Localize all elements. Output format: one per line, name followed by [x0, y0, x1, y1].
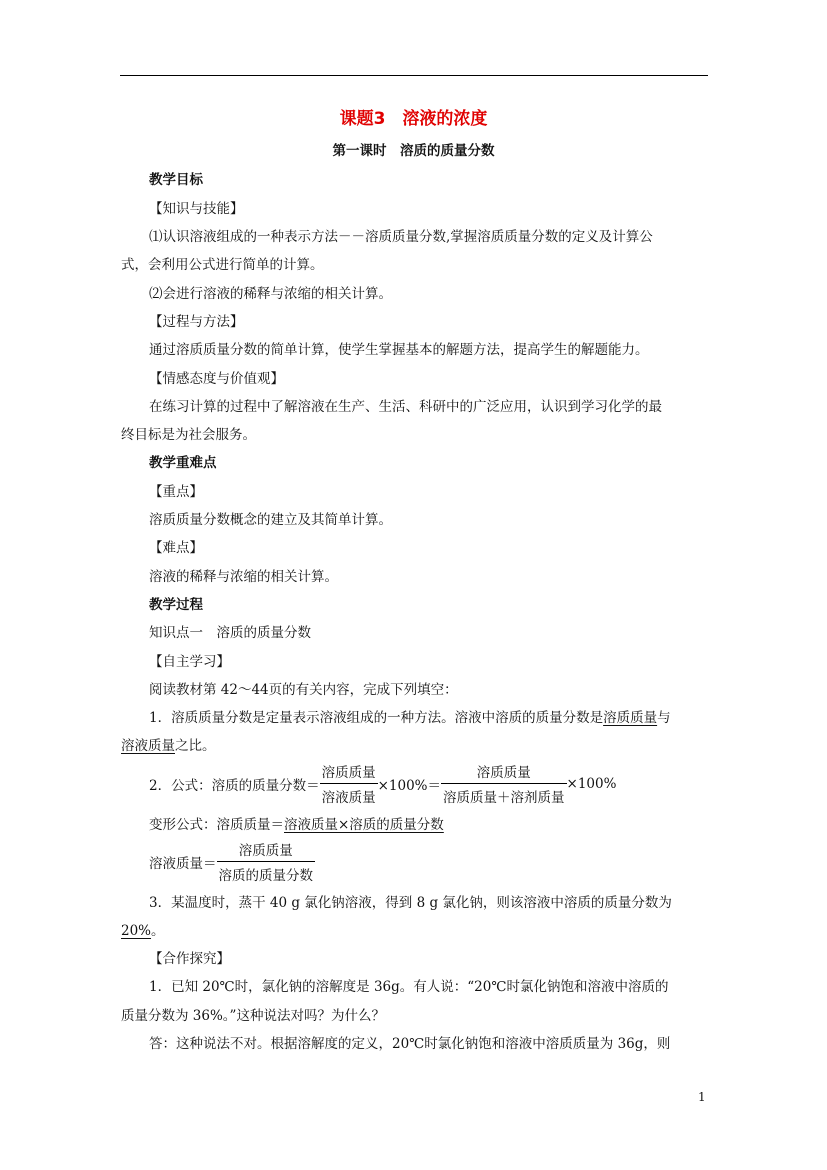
formula-fraction-2-numerator: 溶质质量	[476, 765, 531, 781]
cooperation-heading: 【合作探究】	[149, 951, 230, 967]
lesson-subtitle: 第一课时 溶质的质量分数	[332, 143, 495, 159]
question-1-end: 之比。	[175, 738, 216, 754]
attitude-text-line1: 在练习计算的过程中了解溶液在生产、生活、科研中的广泛应用，认识到学习化学的最	[149, 399, 662, 415]
variant-formula-1	[149, 813, 444, 833]
variant-formula-2-prefix: 溶液质量＝	[149, 855, 217, 872]
hard-text: 溶液的稀释与浓缩的相关计算。	[149, 569, 338, 585]
question-1-line1	[149, 706, 671, 726]
question-3-end: 。	[151, 923, 165, 939]
question-1-line2	[121, 734, 216, 754]
formula-fraction-1-denominator: 溶液质量	[320, 783, 378, 806]
cooperation-answer: 答：这种说法不对。根据溶解度的定义，20℃时氯化钠饱和溶液中溶质质量为 36g，则	[149, 1036, 671, 1052]
goals-heading: 教学目标	[149, 172, 203, 188]
question-1-answer-2: 溶液质量	[121, 738, 175, 754]
question-1-answer-1: 溶质质量	[603, 710, 658, 726]
page-number: 1	[698, 1090, 706, 1104]
variant-formula-2-fraction	[217, 839, 316, 884]
attitude-heading: 【情感态度与价值观】	[149, 371, 284, 387]
cooperation-question-line2: 质量分数为 36%。”这种说法对吗？为什么？	[121, 1008, 385, 1024]
header-rule	[120, 75, 708, 76]
knowledge-item-1-line1: ⑴认识溶液组成的一种表示方法－－溶质质量分数,掌握溶质质量分数的定义及计算公	[149, 229, 653, 245]
formula-middle: ×100%＝	[377, 777, 442, 794]
question-3-line2	[121, 919, 165, 939]
lesson-title: 课题3 溶液的浓度	[339, 109, 488, 129]
question-1-text: 1．溶质质量分数是定量表示溶液组成的一种方法。溶液中溶质的质量分数是	[149, 710, 604, 726]
question-1-connector: 与	[657, 710, 671, 726]
keypoints-heading: 教学重难点	[149, 455, 217, 471]
process-heading: 教学过程	[149, 597, 203, 613]
question-3-line1: 3．某温度时，蒸干 40 g 氯化钠溶液，得到 8 g 氯化钠，则该溶液中溶质的质量分数为	[149, 895, 672, 911]
variant-formula-2	[149, 839, 315, 884]
formula-fraction-2-denominator: 溶质质量＋溶剂质量	[441, 783, 567, 806]
cooperation-question-line1: 1．已知 20℃时，氯化钠的溶解度是 36g。有人说：“20℃时氯化钠饱和溶液中溶质的	[149, 979, 669, 995]
formula-fraction-1	[320, 761, 378, 806]
question-3-answer: 20%	[121, 923, 152, 939]
reading-instruction: 阅读教材第 42～44页的有关内容，完成下列填空：	[149, 682, 458, 698]
key-heading: 【重点】	[149, 484, 203, 500]
self-study-heading: 【自主学习】	[149, 654, 230, 670]
formula-fraction-1-numerator: 溶质质量	[321, 765, 376, 781]
knowledge-item-1-line2: 式，会利用公式进行简单的计算。	[121, 257, 324, 273]
formula-prefix: 2．公式：溶质的质量分数＝	[149, 777, 320, 794]
knowledge-heading: 【知识与技能】	[149, 201, 244, 217]
formula-suffix: ×100%	[566, 775, 617, 792]
process-method-text: 通过溶质质量分数的简单计算，使学生掌握基本的解题方法，提高学生的解题能力。	[149, 342, 649, 358]
knowledge-item-2: ⑵会进行溶液的稀释与浓缩的相关计算。	[149, 286, 392, 302]
variant-formula-1-answer: 溶液质量×溶质的质量分数	[284, 817, 444, 833]
formula-line	[149, 761, 616, 806]
key-text: 溶质质量分数概念的建立及其简单计算。	[149, 512, 392, 528]
attitude-text-line2: 终目标是为社会服务。	[121, 427, 256, 443]
variant-formula-2-numerator: 溶质质量	[238, 843, 293, 859]
variant-formula-1-prefix: 变形公式：溶质质量＝	[149, 817, 284, 833]
hard-heading: 【难点】	[149, 540, 203, 556]
formula-fraction-2	[441, 761, 567, 806]
variant-formula-2-denominator: 溶质的质量分数	[217, 861, 316, 884]
process-method-heading: 【过程与方法】	[149, 314, 244, 330]
knowledge-point-1: 知识点一 溶质的质量分数	[149, 625, 311, 641]
